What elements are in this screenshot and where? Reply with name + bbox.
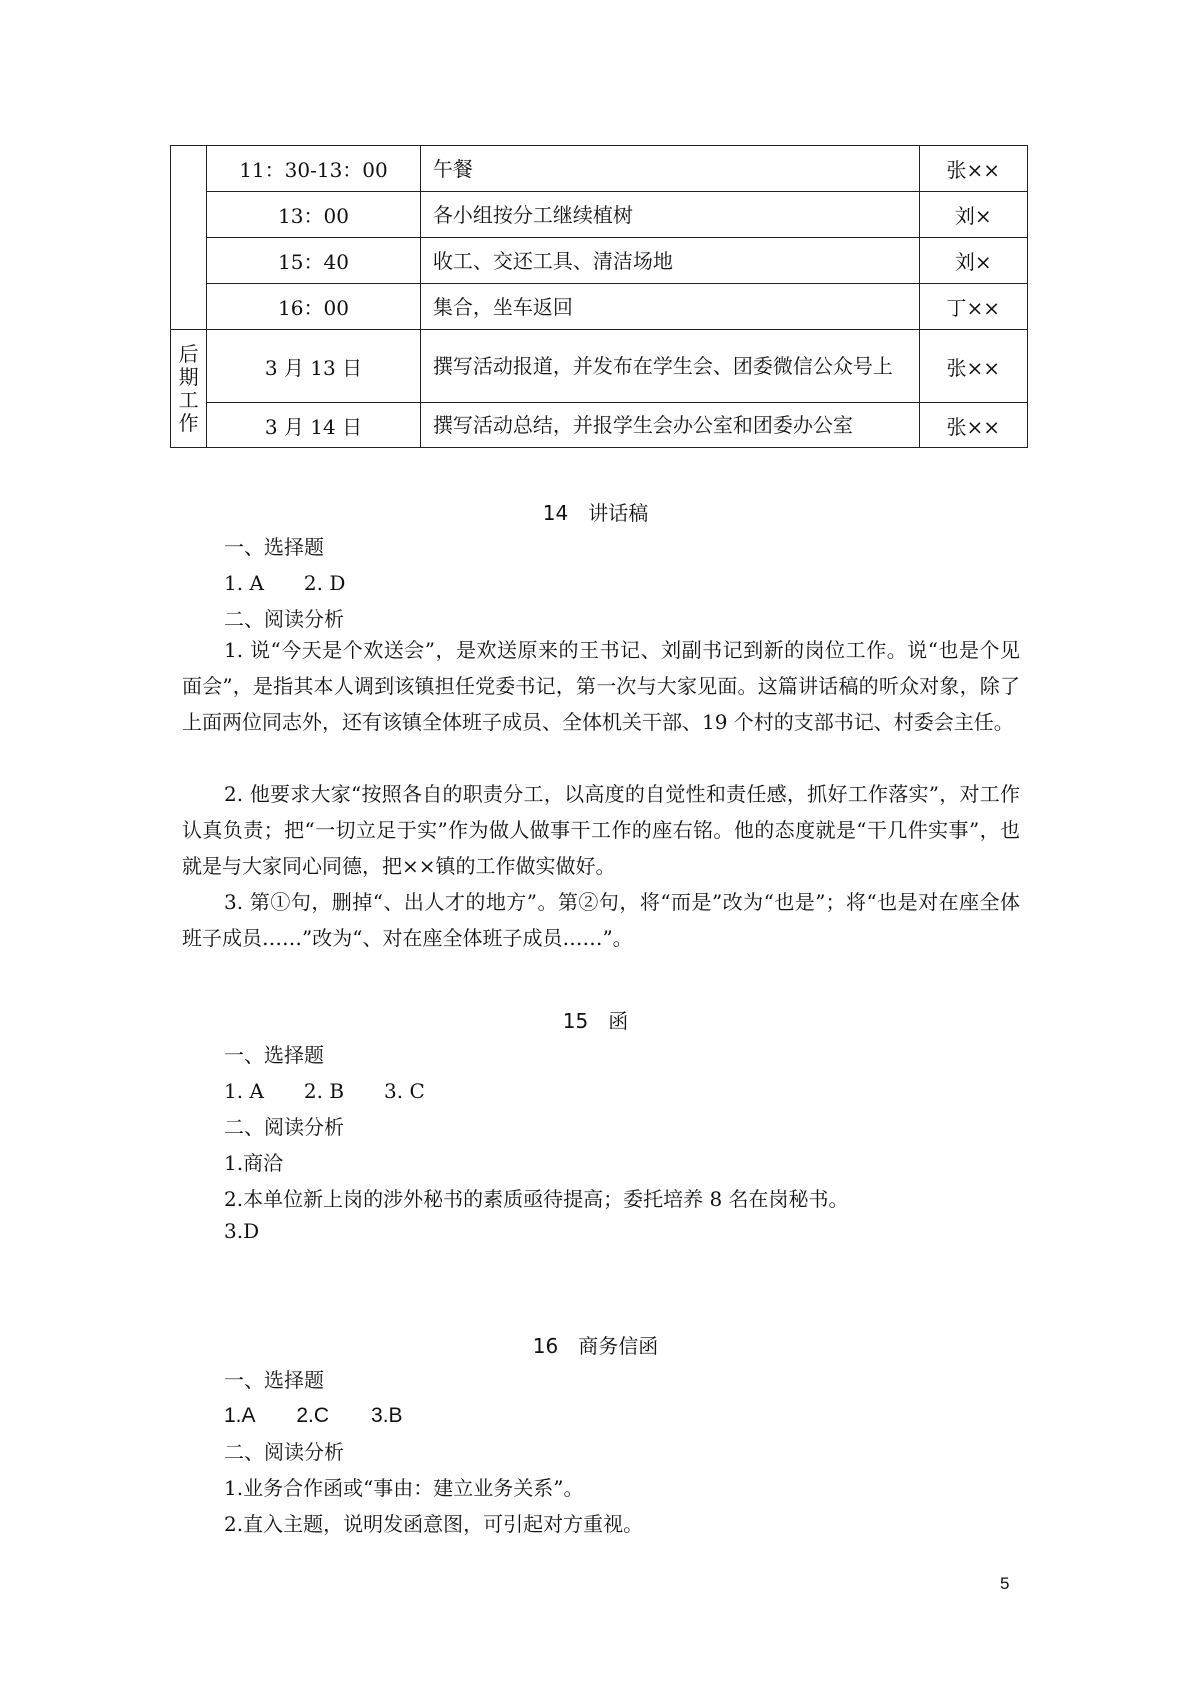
table-row: [171, 238, 1028, 284]
phase-char: 后: [178, 341, 199, 366]
time-cell: 15：40: [207, 238, 421, 284]
section-14-title: 14 讲话稿: [542, 501, 649, 525]
s16-choice-answers: 1.A 2.C 3.B: [224, 1404, 403, 1427]
phase-char: 作: [178, 410, 199, 435]
person-cell: 刘×: [919, 238, 1027, 284]
s15-answer-3: 3.D: [224, 1219, 260, 1243]
table-row: [171, 403, 1028, 448]
s14-heading-choice: 一、选择题: [224, 535, 324, 559]
time-cell: 3 月 14 日: [207, 403, 421, 448]
time-cell: 16：00: [207, 284, 421, 330]
s16-answer-2: 2.直入主题，说明发函意图，可引起对方重视。: [224, 1512, 644, 1536]
task-cell: 集合，坐车返回: [420, 284, 919, 330]
task-cell: 收工、交还工具、清洁场地: [420, 238, 919, 284]
table-row: [171, 192, 1028, 238]
s15-heading-analysis: 二、阅读分析: [224, 1115, 344, 1139]
time-cell: 11：30-13：00: [207, 146, 421, 192]
task-cell: 各小组按分工继续植树: [420, 192, 919, 238]
schedule-table: [170, 145, 1028, 448]
s16-heading-choice: 一、选择题: [224, 1368, 324, 1392]
table-row: [171, 146, 1028, 192]
task-cell: 撰写活动报道，并发布在学生会、团委微信公众号上: [420, 330, 919, 403]
phase-char: 工: [178, 387, 199, 412]
table-row: [171, 284, 1028, 330]
phase-char: 期: [178, 364, 199, 389]
s16-answer-1: 1.业务合作函或“事由：建立业务关系”。: [224, 1476, 584, 1500]
person-cell: 刘×: [919, 192, 1027, 238]
table-row: [171, 330, 1028, 403]
s15-heading-choice: 一、选择题: [224, 1043, 324, 1067]
s14-choice-answers: 1. A 2. D: [224, 571, 346, 595]
s14-answer-1: 1. 说“今天是个欢送会”，是欢送原来的王书记、刘副书记到新的岗位工作。说“也是个见面会”，是指其本人调到该镇担任党委书记，第一次与大家见面。这篇讲话稿的听众对象，除了上面两位同志外，还有该镇全体班子成员、全体机关干部、19 个村的支部书记、村委会主任。: [182, 638, 1020, 734]
s15-answer-2: 2.本单位新上岗的涉外秘书的素质亟待提高；委托培养 8 名在岗秘书。: [224, 1187, 849, 1211]
s14-heading-analysis: 二、阅读分析: [224, 607, 344, 631]
task-cell: 午餐: [420, 146, 919, 192]
person-cell: 张××: [919, 403, 1027, 448]
person-cell: 张××: [919, 146, 1027, 192]
time-cell: 13：00: [207, 192, 421, 238]
s15-answer-1: 1.商洽: [224, 1151, 284, 1175]
section-16-title: 16 商务信函: [532, 1334, 659, 1358]
page-number: 5: [1000, 1574, 1010, 1593]
person-cell: 丁××: [919, 284, 1027, 330]
s16-heading-analysis: 二、阅读分析: [224, 1440, 344, 1464]
section-15-title: 15 函: [562, 1009, 629, 1033]
s14-answer-3: 3. 第①句，删掉“、出人才的地方”。第②句，将“而是”改为“也是”；将“也是对在座全体班子成员……”改为“、对在座全体班子成员……”。: [182, 890, 1020, 950]
s14-answer-2: 2. 他要求大家“按照各自的职责分工，以高度的自觉性和责任感，抓好工作落实”，对工作认真负责；把“一切立足于实”作为做人做事干工作的座右铭。他的态度就是“干几件实事”，也就是与大家同心同德，把××镇的工作做实做好。: [182, 782, 1020, 878]
phase-cell-empty: [171, 146, 207, 330]
time-cell: 3 月 13 日: [207, 330, 421, 403]
person-cell: 张××: [919, 330, 1027, 403]
s15-choice-answers: 1. A 2. B 3. C: [224, 1079, 425, 1103]
phase-cell: [171, 330, 207, 448]
task-cell: 撰写活动总结，并报学生会办公室和团委办公室: [420, 403, 919, 448]
